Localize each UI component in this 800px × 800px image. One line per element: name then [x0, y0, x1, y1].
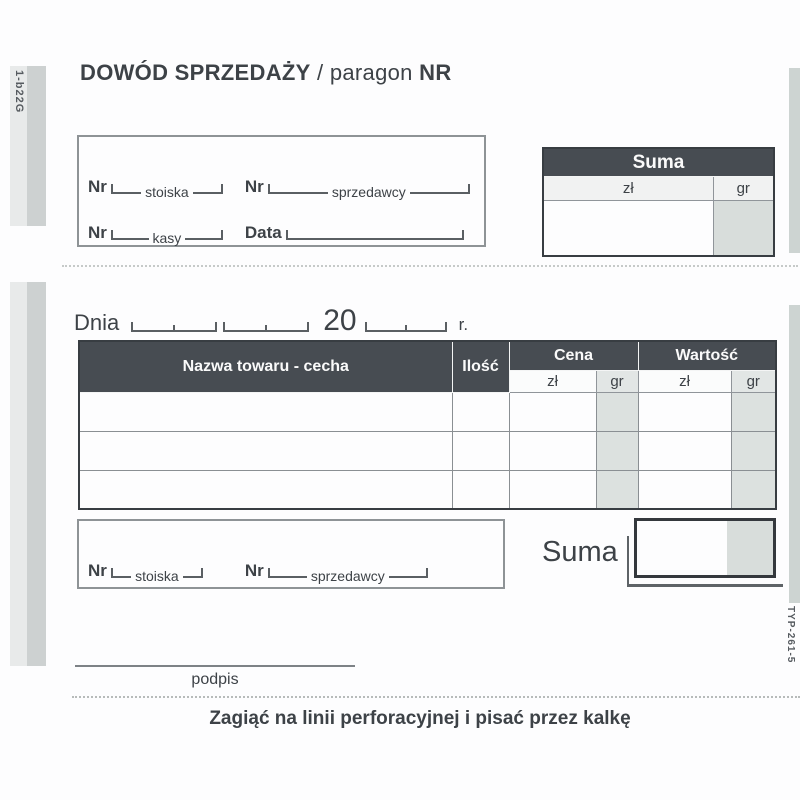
year-suffix: r. [458, 315, 469, 334]
fill-line [389, 576, 426, 578]
suma-gr-header: gr [713, 177, 774, 201]
item-price-zl-cell [509, 392, 596, 431]
fill-line [225, 330, 265, 332]
item-price-gr-cell [596, 470, 638, 509]
item-row [79, 392, 776, 431]
nr-stoiska-prefix-bottom: Nr [88, 561, 107, 580]
item-value-zl-cell [638, 431, 731, 470]
fill-line [270, 192, 328, 194]
form-type-code-right: TYP-261-5 [785, 606, 796, 664]
fill-line [288, 238, 462, 240]
col-header-value: Wartość [638, 341, 776, 370]
form-title-nr: NR [419, 60, 452, 85]
nr-stoiska-label: stoiska [145, 184, 189, 200]
item-qty-cell [452, 470, 509, 509]
nr-sprzedawcy-field [268, 184, 470, 200]
col-header-quantity: Ilość [452, 341, 509, 392]
nr-sprzedawcy-prefix-bottom: Nr [244, 561, 264, 580]
item-value-gr-cell [731, 392, 776, 431]
fill-line [113, 576, 131, 578]
fill-line [410, 192, 468, 194]
fill-line [113, 192, 141, 194]
fill-line [133, 330, 173, 332]
total-box-shadow-vertical [627, 536, 629, 586]
item-value-gr-cell [731, 470, 776, 509]
perforation-line-top [62, 265, 798, 267]
data-prefix: Data [244, 223, 282, 242]
item-value-gr-cell [731, 431, 776, 470]
item-name-cell [79, 470, 452, 509]
fill-line [183, 576, 201, 578]
item-qty-cell [452, 431, 509, 470]
right-margin-bar-top [789, 68, 800, 253]
items-table [78, 340, 777, 510]
tick [462, 230, 464, 240]
suma-table-header: Suma [543, 148, 774, 177]
suma-zl-cell [543, 201, 713, 257]
nr-kasy-field [111, 230, 223, 246]
total-box-shadow-horizontal [627, 584, 783, 587]
kasa-and-date-row [88, 206, 464, 246]
nr-kasy-label: kasy [152, 230, 182, 246]
suma-summary-table [542, 147, 775, 257]
nr-stoiska-field-bottom [111, 568, 203, 584]
item-price-gr-cell [596, 392, 638, 431]
price-gr-subheader: gr [596, 370, 638, 392]
item-row [79, 431, 776, 470]
col-header-item-name: Nazwa towaru - cecha [79, 341, 452, 392]
item-price-gr-cell [596, 431, 638, 470]
col-header-price: Cena [509, 341, 638, 370]
footer-instruction: Zagiąć na linii perforacyjnej i pisać przez kalkę [209, 708, 631, 729]
tick [221, 184, 223, 194]
nr-stoiska-prefix: Nr [88, 177, 107, 196]
nr-sprzedawcy-label-bottom: sprzedawcy [310, 568, 385, 584]
item-value-zl-cell [638, 392, 731, 431]
right-margin-bar-bottom [789, 305, 800, 603]
suma-gr-cell [713, 201, 774, 257]
item-name-cell [79, 392, 452, 431]
nr-sprzedawcy-field-bottom [268, 568, 428, 584]
total-amount-box [634, 518, 776, 578]
date-line [74, 299, 469, 337]
item-value-zl-cell [638, 470, 731, 509]
total-gr-stripe [727, 521, 773, 575]
fill-line [175, 330, 215, 332]
tick [426, 568, 428, 578]
tick [445, 322, 447, 332]
fill-line [193, 192, 221, 194]
form-title-main: DOWÓD SPRZEDAŻY [80, 60, 311, 85]
tick [215, 322, 217, 332]
date-year-field [365, 322, 447, 332]
total-label: Suma [542, 536, 618, 568]
tick [468, 184, 470, 194]
date-day-field [131, 322, 217, 332]
nr-sprzedawcy-prefix: Nr [244, 177, 264, 196]
item-qty-cell [452, 392, 509, 431]
nr-stoiska-field [111, 184, 223, 200]
tick [307, 322, 309, 332]
fill-line [113, 238, 149, 240]
signature-label: podpis [191, 671, 239, 688]
form-title-subtitle: / paragon [310, 60, 420, 85]
left-margin-bar-bottom [10, 282, 46, 666]
nr-kasy-prefix: Nr [88, 223, 107, 242]
item-row [79, 470, 776, 509]
year-century: 20 [323, 304, 357, 337]
date-month-field [223, 322, 309, 332]
value-zl-subheader: zł [638, 370, 731, 392]
item-name-cell [79, 431, 452, 470]
stand-and-seller-row-bottom [88, 548, 428, 584]
stand-and-seller-row [88, 160, 470, 200]
fill-line [270, 576, 307, 578]
fill-line [367, 330, 405, 332]
item-price-zl-cell [509, 470, 596, 509]
tick [201, 568, 203, 578]
nr-sprzedawcy-label: sprzedawcy [331, 184, 406, 200]
dnia-prefix: Dnia [74, 310, 120, 335]
price-zl-subheader: zł [509, 370, 596, 392]
fill-line [185, 238, 221, 240]
signature-line [75, 665, 355, 667]
suma-zl-header: zł [543, 177, 713, 201]
nr-stoiska-label-bottom: stoiska [135, 568, 179, 584]
form-print-code-left: 1-b22G [13, 70, 25, 114]
item-price-zl-cell [509, 431, 596, 470]
fill-line [407, 330, 445, 332]
perforation-line-bottom [72, 696, 800, 698]
tick [221, 230, 223, 240]
form-title [80, 60, 452, 86]
fill-line [267, 330, 307, 332]
value-gr-subheader: gr [731, 370, 776, 392]
data-field [286, 230, 464, 240]
